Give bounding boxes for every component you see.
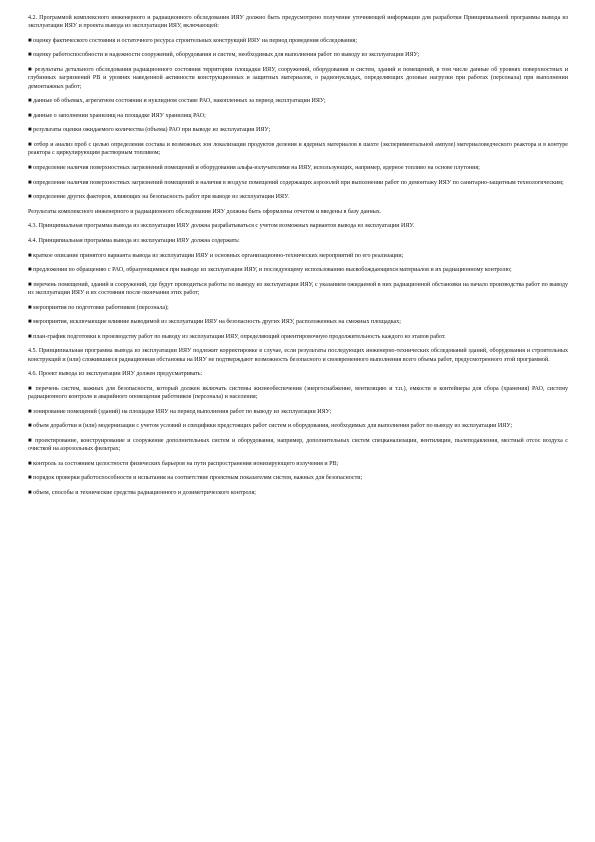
document-page [28, 14, 568, 504]
list-item: ■ контроль за состоянием целостности физических барьеров на пути распространения ионизирующего излучения и РВ; [28, 460, 339, 467]
list-item: ■ оценку работоспособности и надежности сооружений, оборудования и систем, необходимых для выполнения работ по выводу из эксплуатации ИЯУ; [28, 52, 420, 59]
list-item: ■ определение наличия поверхностных загрязнений помещений и оборудования альфа-излучателями на ИЯУ, использующих, например, ядерное топливо на основе плутония; [28, 164, 480, 171]
list-item: ■ оценку фактического состояния и остаточного ресурса строительных конструкций ИЯУ на период проведения обследования; [28, 37, 358, 44]
results-paragraph: Результаты комплексного инженерного и радиационного обследования ИЯУ должны быть оформлены отчетом и введены в базу данных. [28, 208, 382, 215]
list-item: ■ перечень систем, важных для безопасности, который должен включать системы жизнеобеспечения (энергоснабжение, вентиляцию и т.п.), емкости и контейнеры для сбора (хранения) РАО, систему радиационного контроля и аварийного оповещения работников (персонала) и населения; [28, 385, 568, 401]
list-item: ■ проектирование, конструирование и сооружение дополнительных систем и оборудования, например, дополнительных систем спецканализации, вентиляции, пылеподавления, местный отсос воздуха с очисткой на аэрозольных фильтрах; [28, 437, 568, 453]
paragraph-4-4: 4.4. Принципиальная программа вывода из эксплуатации ИЯУ должна содержать: [28, 237, 240, 244]
paragraph-4-2: 4.2. Программой комплексного инженерного и радиационного обследования ИЯУ должно быть предусмотрено получение уточняющей информации для разработки Принципиальной программы вывода из эксплуатации ИЯУ и проекта вывода из эксплуатации ИЯУ, включающей: [28, 15, 568, 30]
list-item: ■ предложения по обращению с РАО, образующимися при выводе из эксплуатации ИЯУ, и последующему использованию высвобождающихся материалов и их радиационному контролю; [28, 267, 512, 274]
paragraph-4-5: 4.5. Принципиальная программа вывода из эксплуатации ИЯУ подлежит корректировке в случае, если результаты последующих инженерно-технических обследований зданий, оборудования и строительных конструкций и (или) сложившиеся радиационная обстановка на ИЯУ не подтверждают возможность безопасного и своевременного выполнения всего объема работ, предусмотренного этой программой. [28, 348, 568, 363]
list-item: ■ зонирование помещений (зданий) на площадке ИЯУ на период выполнения работ по выводу из эксплуатации ИЯУ; [28, 408, 332, 415]
list-item: ■ порядок проверки работоспособности и испытания на соответствие проектным показателям систем, важных для безопасности; [28, 475, 363, 482]
list-item: ■ объем, способы и технические средства радиационного и дозиметрического контроля; [28, 490, 256, 496]
list-item: ■ мероприятия, исключающие влияние выводимой из эксплуатации ИЯУ на безопасность других ИЯУ, расположенных на смежных площадках; [28, 319, 401, 326]
list-item: ■ мероприятия по подготовке работников (персонала); [28, 304, 169, 311]
list-item: ■ результаты оценки ожидаемого количества (объема) РАО при выводе из эксплуатации ИЯУ; [28, 127, 271, 134]
list-item: ■ краткое описание принятого варианта вывода из эксплуатации ИЯУ и основных организационно-технических мероприятий по его реализации; [28, 252, 404, 259]
list-item: ■ отбор и анализ проб с целью определения состава и возможных зон локализации продуктов деления и ядерных материалов в шахте (экспериментальной ампуле) материаловедческого реактора и в контуре реактора с циркулирующим растворным топливом; [28, 142, 568, 157]
list-item: ■ перечень помещений, зданий и сооружений, где будут проводиться работы по выводу из эксплуатации ИЯУ, с указанием ожидаемой в них радиационной обстановки на начало производства работ по выводу из эксплуатации ИЯУ и их состояния после окончания этих работ; [28, 281, 568, 296]
list-item: ■ данные об объемах, агрегатном состоянии и нуклидном составе РАО, накопленных за период эксплуатации ИЯУ; [28, 98, 326, 105]
list-item: ■ определение наличия поверхностных загрязнений помещений и наличия в воздухе помещений содержащих аэрозолей при выполнении работ по демонтажу ИЯУ по санитарно-защитным технологическим; [28, 179, 564, 186]
paragraph-4-6: 4.6. Проект вывода из эксплуатации ИЯУ должен предусматривать: [28, 371, 203, 378]
paragraph-4-3: 4.3. Принципиальная программа вывода из эксплуатации ИЯУ должна разрабатываться с учетом возможных вариантов вывода из эксплуатации ИЯУ. [28, 223, 415, 230]
list-item: ■ результаты детального обследования радиационного состояния территории площадки ИЯУ, сооружений, оборудования и систем, зданий и помещений, в том числе данные об уровнях поверхностных и глубинных загрязнений РВ и уровнях наведенной активности конструкционных и защитных материалов, о радионуклидах, определяющих дозовые нагрузки при работах (персонала) при выполнении демонтажных работ; [28, 67, 568, 90]
list-item: ■ план-график подготовки к производству работ по выводу из эксплуатации ИЯУ, определяющий ориентировочную продолжительность каждого из этапов работ. [28, 333, 446, 340]
list-item: ■ данные о заполнении хранилищ на площадке ИЯУ хранилищ РАО; [28, 112, 206, 119]
list-item: ■ объем доработки и (или) модернизации с учетом условий и специфики предстоящих работ систем и оборудования, необходимых для выполнения работ по выводу из эксплуатации ИЯУ; [28, 423, 513, 430]
list-item: ■ определение других факторов, влияющих на безопасность работ при выводе из эксплуатации ИЯУ. [28, 194, 289, 201]
